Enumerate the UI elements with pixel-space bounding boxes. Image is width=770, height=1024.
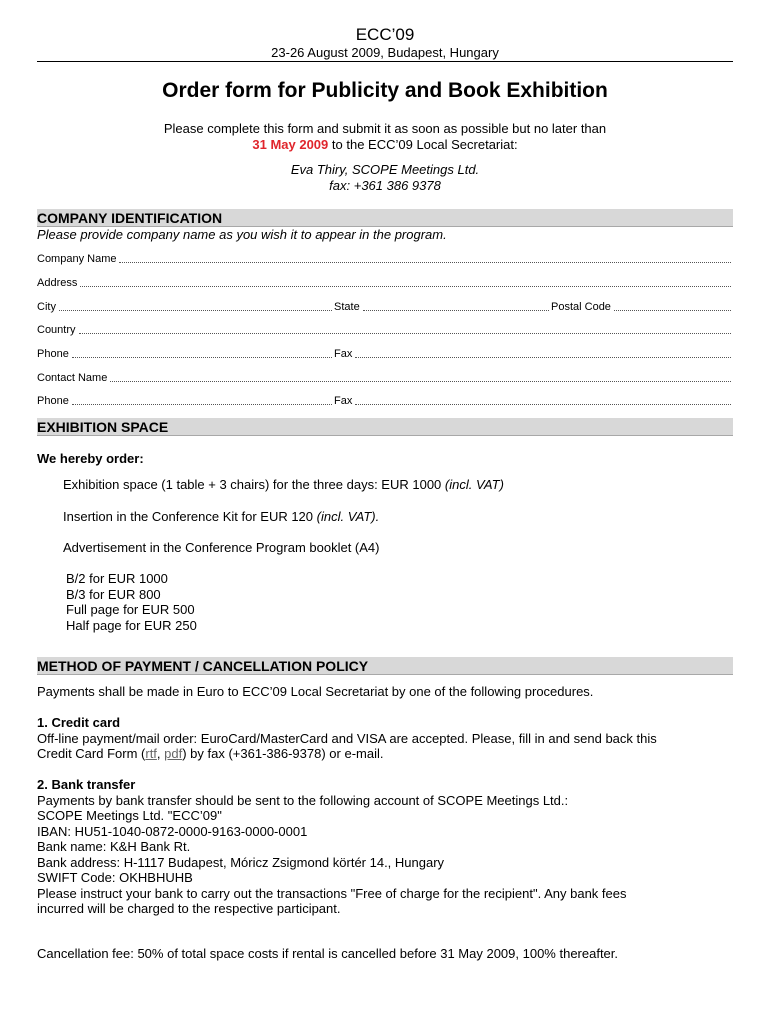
bank-transfer-heading: 2. Bank transfer <box>37 777 136 792</box>
vat-note: (incl. VAT). <box>316 509 380 524</box>
fill-line[interactable] <box>72 357 332 358</box>
option-text: Exhibition space (1 table + 3 chairs) for the three days: EUR 1000 <box>63 477 445 492</box>
field-label: Company Name <box>37 253 117 265</box>
section-exhibition-space: EXHIBITION SPACE <box>37 418 733 436</box>
page-title: Order form for Publicity and Book Exhibition <box>162 79 608 102</box>
rtf-link[interactable]: rtf <box>145 746 157 761</box>
section-payment-cancellation: METHOD OF PAYMENT / CANCELLATION POLICY <box>37 657 733 675</box>
field-label: Postal Code <box>551 301 611 313</box>
fill-line[interactable] <box>72 404 332 405</box>
bank-address: Bank address: H-1117 Budapest, Móricz Zsigmond körtér 14., Hungary <box>37 854 445 870</box>
address-field[interactable] <box>37 276 733 290</box>
section-company-identification: COMPANY IDENTIFICATION <box>37 209 733 227</box>
fill-line[interactable] <box>80 286 731 287</box>
intro-recipient: to the ECC’09 Local Secretariat: <box>328 137 518 152</box>
field-label: Contact Name <box>37 372 108 384</box>
fill-line[interactable] <box>119 262 731 263</box>
fill-line[interactable] <box>363 310 549 311</box>
credit-card-form-text: Credit Card Form ( <box>37 746 146 761</box>
header-divider <box>37 61 733 62</box>
credit-card-form-line <box>37 746 383 761</box>
option-text: Insertion in the Conference Kit for EUR 120 <box>63 509 317 524</box>
credit-card-text: Off-line payment/mail order: EuroCard/MasterCard and VISA are accepted. Please, fill in and send back this <box>37 731 657 746</box>
advert-option-full-page[interactable]: Full page for EUR 500 <box>66 602 195 617</box>
contact-person: Eva Thiry, SCOPE Meetings Ltd. <box>290 162 480 177</box>
cancellation-fee: Cancellation fee: 50% of total space costs if rental is cancelled before 31 May 2009, 100% thereafter. <box>37 946 619 961</box>
company-note: Please provide company name as you wish it to appear in the program. <box>37 227 447 242</box>
option-exhibition-space[interactable] <box>63 477 504 492</box>
pdf-link[interactable]: pdf <box>164 746 183 761</box>
field-label: Country <box>37 324 76 336</box>
fill-line[interactable] <box>355 357 731 358</box>
field-label: City <box>37 301 56 313</box>
field-label: Address <box>37 277 78 289</box>
address-row <box>37 276 733 290</box>
deadline-date: 31 May 2009 <box>252 137 329 152</box>
advert-option-b3[interactable]: B/3 for EUR 800 <box>66 586 161 602</box>
field-label: Fax <box>334 395 353 407</box>
contact-name-field[interactable] <box>37 371 733 385</box>
iban: IBAN: HU51-1040-0872-0000-9163-0000-0001 <box>37 823 308 839</box>
link-separator: , <box>156 746 165 761</box>
credit-card-heading: 1. Credit card <box>37 715 121 730</box>
swift-code: SWIFT Code: OKHBHUHB <box>37 870 193 885</box>
bank-instruction: Please instruct your bank to carry out the transactions "Free of charge for the recipient". Any bank fees <box>37 885 627 901</box>
state-field[interactable] <box>334 300 551 314</box>
fill-line[interactable] <box>355 404 731 405</box>
country-row <box>37 323 733 337</box>
contact-phone-field[interactable] <box>37 394 334 408</box>
advert-option-b2[interactable]: B/2 for EUR 1000 <box>66 571 168 586</box>
phone-fax-row <box>37 347 733 361</box>
bank-fees-note: incurred will be charged to the respective participant. <box>37 901 341 916</box>
intro-text: Please complete this form and submit it as soon as possible but no later than <box>163 121 607 136</box>
option-conference-kit-insertion[interactable] <box>63 509 379 524</box>
field-label: Phone <box>37 395 69 407</box>
account-name: SCOPE Meetings Ltd. "ECC’09" <box>37 808 222 823</box>
vat-note: (incl. VAT) <box>444 477 504 492</box>
phone-field[interactable] <box>37 347 334 361</box>
fill-line[interactable] <box>614 310 731 311</box>
company-name-field[interactable] <box>37 252 733 266</box>
contact-name-row <box>37 371 733 385</box>
company-name-row <box>37 252 733 266</box>
country-field[interactable] <box>37 323 733 337</box>
city-field[interactable] <box>37 300 334 314</box>
payment-intro: Payments shall be made in Euro to ECC’09 Local Secretariat by one of the following procedures. <box>37 684 594 699</box>
city-state-postal-row <box>37 300 733 314</box>
contact-fax-field[interactable] <box>334 394 733 408</box>
intro-deadline-line <box>0 137 770 152</box>
advert-option-half-page[interactable]: Half page for EUR 250 <box>66 617 197 633</box>
field-label: Fax <box>334 348 353 360</box>
conference-dates: 23-26 August 2009, Budapest, Hungary <box>271 45 499 60</box>
fax-field[interactable] <box>334 347 733 361</box>
fill-line[interactable] <box>79 333 731 334</box>
fill-line[interactable] <box>59 310 332 311</box>
contact-phone-fax-row <box>37 394 733 408</box>
credit-card-fax-text: ) by fax (+361-386-9378) or e-mail. <box>182 746 384 761</box>
order-label: We hereby order: <box>37 451 144 466</box>
fill-line[interactable] <box>110 381 731 382</box>
field-label: State <box>334 301 360 313</box>
option-advertisement[interactable]: Advertisement in the Conference Program booklet (A4) <box>63 540 380 555</box>
contact-fax: fax: +361 386 9378 <box>329 178 441 193</box>
bank-name: Bank name: K&H Bank Rt. <box>37 839 191 854</box>
conference-title: ECC’09 <box>355 25 415 44</box>
postal-code-field[interactable] <box>551 300 733 314</box>
field-label: Phone <box>37 348 69 360</box>
bank-transfer-text: Payments by bank transfer should be sent to the following account of SCOPE Meetings Ltd.: <box>37 792 569 808</box>
